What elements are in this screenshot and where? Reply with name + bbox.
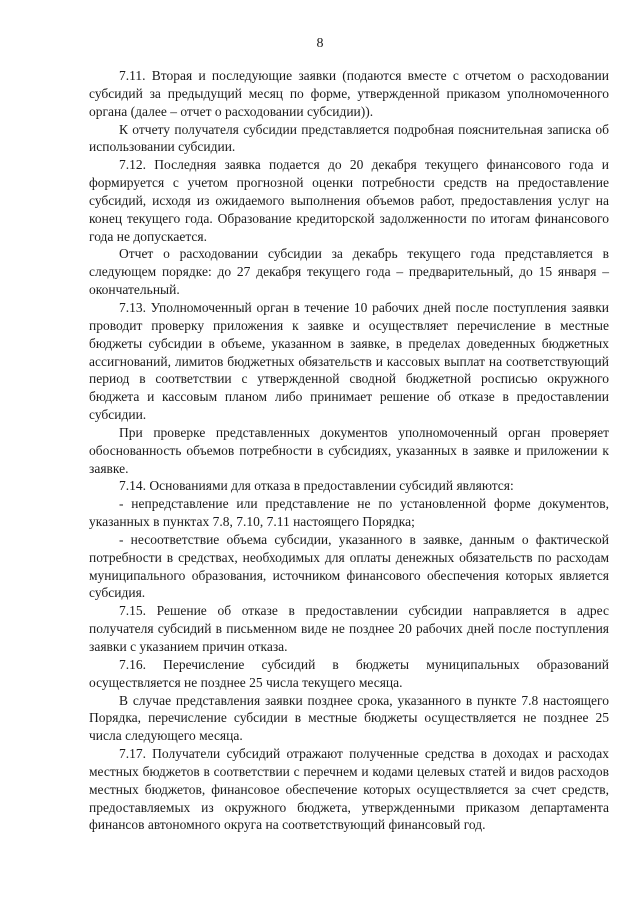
paragraph-late-request: В случае представления заявки позднее срока, указанного в пункте 7.8 настоящего Порядка, перечисление субсидии в местные бюджеты осуществляется не позднее 25 числа следующего месяца. (89, 692, 609, 744)
paragraph-7-14: 7.14. Основаниями для отказа в предоставлении субсидий являются: (119, 478, 514, 494)
page-number: 8 (316, 36, 324, 51)
list-item-non-submission: - непредставление или представление не по установленной форме документов, указанных в пунктах 7.8, 7.10, 7.11 настоящего Порядка; (89, 496, 609, 530)
paragraph-7-15: 7.15. Решение об отказе в предоставлении субсидии направляется в адрес получателя субсидий в письменном виде не позднее 20 рабочих дней после поступления заявки с указанием причин отказа. (89, 603, 609, 654)
paragraph-7-11: 7.11. Вторая и последующие заявки (подаются вместе с отчетом о расходовании субсидий за предыдущий месяц по форме, утвержденной приказом уполномоченного органа (далее – отчет о расходовании субсидии)). (89, 68, 609, 119)
paragraph-explanatory-note: К отчету получателя субсидии представляется подробная пояснительная записка об использовании субсидии. (89, 121, 609, 155)
paragraph-7-16: 7.16. Перечисление субсидий в бюджеты муниципальных образований осуществляется не позднее 25 числа текущего месяца. (89, 656, 609, 690)
paragraph-7-12: 7.12. Последняя заявка подается до 20 декабря текущего финансового года и формируется с учетом прогнозной оценки потребности средств на предоставление субсидий, исходя из ожидаемого выполнения объемов работ, предоставления услуг на конец текущего года. Образование кредиторской задолженности по итогам финансового года не допускается. (89, 157, 609, 244)
paragraph-7-13: 7.13. Уполномоченный орган в течение 10 рабочих дней после поступления заявки проводит проверку приложения к заявке и осуществляет перечисление в местные бюджеты субсидии в объеме, указанном в заявке, в пределах доведенных бюджетных ассигнований, лимитов бюджетных обязательств и кассовых выплат на соответствующий период в соответствии с утвержденной сводной бюджетной росписью окружного бюджета и кассовым планом либо принимает решение об отказе в предоставлении субсидии. (89, 299, 609, 423)
document-body (89, 67, 609, 834)
paragraph-verification: При проверке представленных документов уполномоченный орган проверяет обоснованность объемов потребности в субсидиях, указанных в заявке и приложении к заявке. (89, 424, 609, 476)
list-item-mismatch: - несоответствие объема субсидии, указанного в заявке, данным о фактической потребности в средствах, необходимых для оплаты денежных обязательств по расходам муниципального образования, источником финансового обеспечения которых является субсидия. (89, 531, 609, 601)
paragraph-7-17: 7.17. Получатели субсидий отражают полученные средства в доходах и расходах местных бюджетов в соответствии с перечнем и кодами целевых статей и видов расходов местных бюджетов, финансовое обеспечение которых осуществляется за счет средств, предоставляемых из окружного бюджета, утвержденными приказом департамента финансов автономного округа на соответствующий финансовый год. (89, 746, 609, 833)
paragraph-december-report: Отчет о расходовании субсидии за декабрь текущего года представляется в следующем порядке: до 27 декабря текущего года – предварительный, до 15 января – окончательный. (89, 246, 609, 298)
